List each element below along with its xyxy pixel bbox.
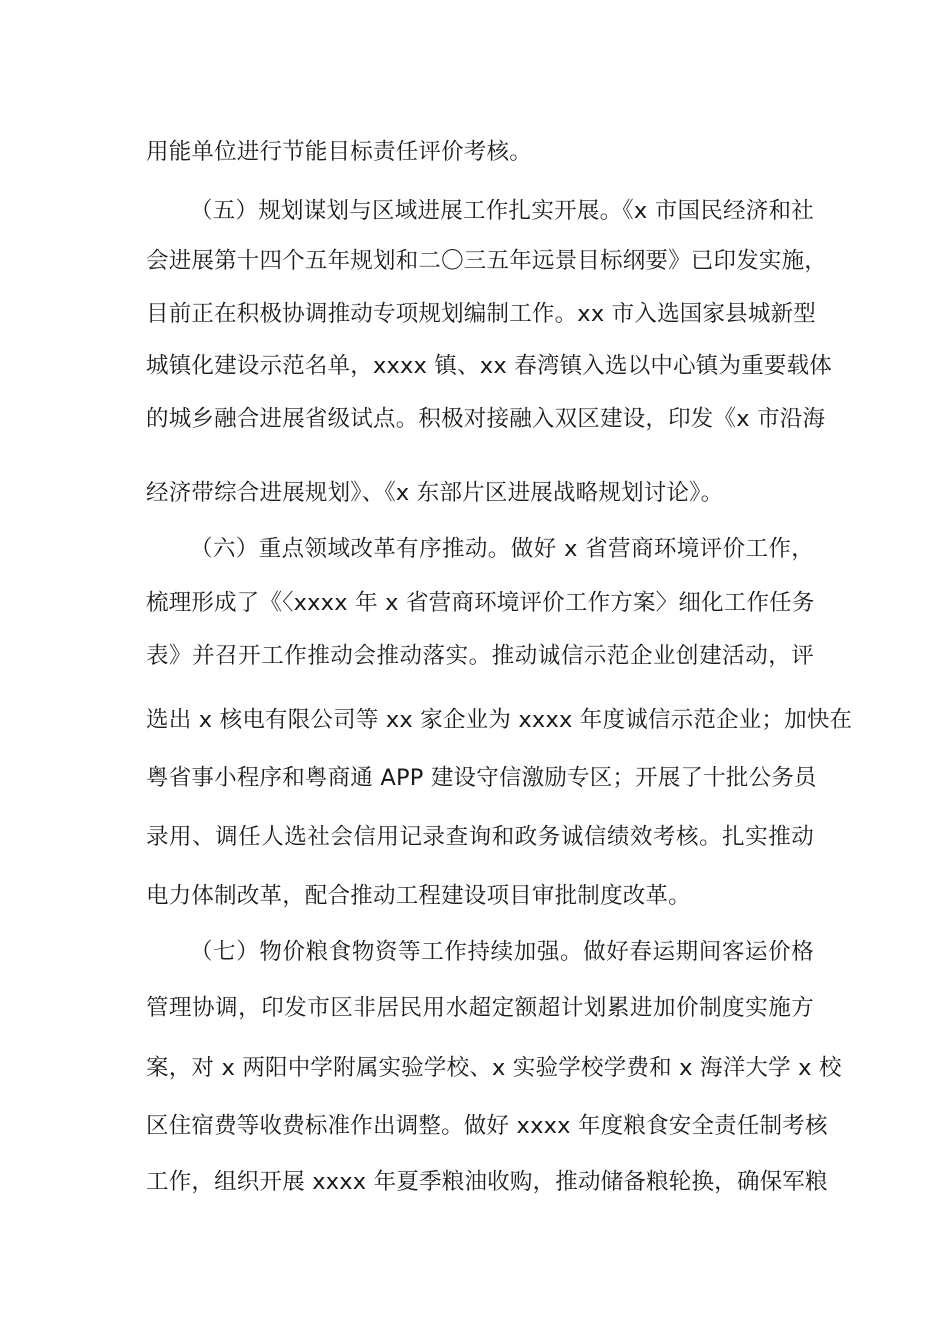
- text-line-19: 工作，组织开展 xxxx 年夏季粮油收购，推动储备粮轮换，确保军粮: [146, 1169, 828, 1195]
- text-line-7: 经济带综合进展规划》、《x 东部片区进展战略规划讨论》。: [146, 480, 724, 506]
- section-6-heading-line: （六）重点领域改革有序推动。做好 x 省营商环境评价工作，: [190, 536, 814, 562]
- text-line-18: 区住宿费等收费标准作出调整。做好 xxxx 年度粮食安全责任制考核: [146, 1113, 828, 1139]
- text-line-14: 电力体制改革，配合推动工程建设项目审批制度改革。: [146, 883, 691, 909]
- text-line-3: 会进展第十四个五年规划和二〇三五年远景目标纲要》已印发实施，: [146, 248, 828, 274]
- text-line-16: 管理协调，印发市区非居民用水超定额超计划累进加价制度实施方: [146, 995, 814, 1021]
- section-5-heading-line: （五）规划谋划与区域进展工作扎实开展。《x 市国民经济和社: [190, 198, 814, 224]
- text-line-6: 的城乡融合进展省级试点。积极对接融入双区建设，印发《x 市沿海: [146, 406, 826, 432]
- text-line-5: 城镇化建设示范名单，xxxx 镇、xx 春湾镇入选以中心镇为重要载体: [146, 353, 832, 379]
- text-line-4: 目前正在积极协调推动专项规划编制工作。xx 市入选国家县城新型: [146, 301, 816, 327]
- text-line-17: 案，对 x 两阳中学附属实验学校、x 实验学校学费和 x 海洋大学 x 校: [146, 1055, 842, 1081]
- text-line-12: 粤省事小程序和粤商通 APP 建设守信激励专区；开展了十批公务员: [146, 765, 817, 791]
- text-line-9: 梳理形成了《〈xxxx 年 x 省营商环境评价工作方案〉细化工作任务: [146, 590, 815, 616]
- section-7-heading-line: （七）物价粮食物资等工作持续加强。做好春运期间客运价格: [190, 939, 814, 965]
- text-line-1: 用能单位进行节能目标责任评价考核。: [146, 139, 532, 165]
- text-line-10: 表》并召开工作推动会推动落实。推动诚信示范企业创建活动，评: [146, 643, 814, 669]
- text-line-11: 选出 x 核电有限公司等 xx 家企业为 xxxx 年度诚信示范企业；加快在: [146, 707, 853, 733]
- text-line-13: 录用、调任人选社会信用记录查询和政务诚信绩效考核。扎实推动: [146, 824, 814, 850]
